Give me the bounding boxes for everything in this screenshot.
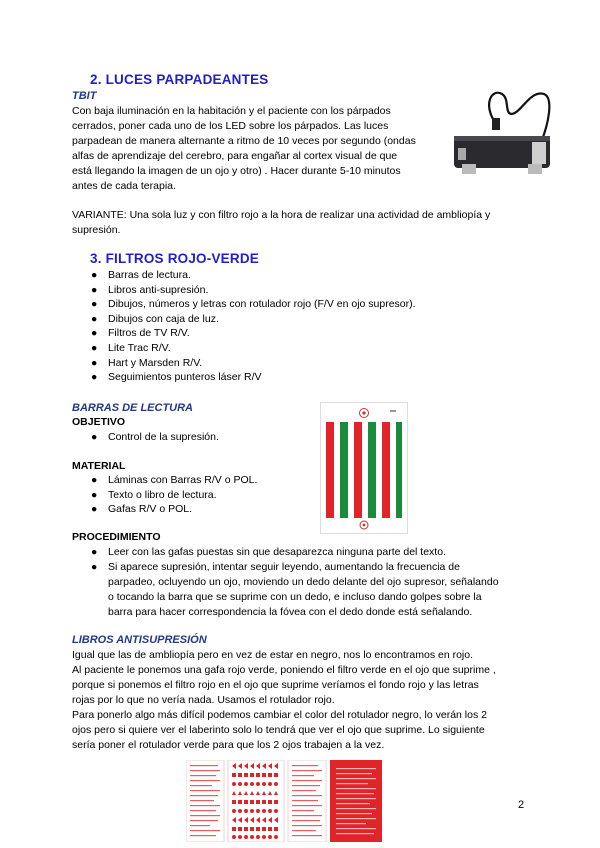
objetivo-label: OBJETIVO — [72, 416, 126, 428]
text-line: Con baja iluminación en la habitación y el paciente con los párpados — [72, 105, 391, 117]
list-item — [91, 370, 416, 385]
bullet: ● — [91, 503, 98, 516]
procedimiento-label: PROCEDIMIENTO — [72, 531, 161, 543]
led-plug — [492, 118, 500, 130]
text-line: Igual que las de ambliopía pero en vez de estar en negro, nos lo encontramos en rojo. — [72, 649, 474, 661]
list-item-text: Dibujos con caja de luz. — [108, 312, 219, 325]
list-item-text: Leer con las gafas puestas sin que desaparezca ninguna parte del texto. — [108, 546, 446, 558]
procedimiento-list — [91, 545, 538, 620]
text-line: está llegando la imagen de un ojo y otro) . Hacer durante 5-10 minutos — [72, 165, 401, 177]
text-line: cerrados, poner cada uno de los LED sobre los párpados. Las luces — [72, 120, 389, 132]
text-line: Al paciente le ponemos una gafa rojo verde, poniendo el filtro verde en el ojo que suprime , — [72, 664, 496, 676]
green-bar — [368, 422, 376, 518]
list-item — [91, 341, 416, 356]
red-green-bars-image — [320, 402, 408, 534]
list-item-text: Dibujos, números y letras con rotulador rojo (F/V en ojo supresor). — [108, 298, 416, 311]
list-item — [91, 430, 219, 445]
material-list — [91, 473, 258, 517]
list-item — [91, 473, 258, 488]
book-page-1 — [186, 760, 224, 842]
page-number: 2 — [518, 799, 525, 811]
tbit-subheading: TBIT — [72, 90, 97, 102]
text-line: supresión. — [72, 224, 121, 236]
text-line: VARIANTE: Una sola luz y con filtro rojo a la hora de realizar una actividad de ambliopía y — [72, 209, 491, 221]
list-item-text: barra para hacer correspondencia la fóvea con el dedo donde está señalando. — [108, 606, 473, 618]
section-2-heading: 2. LUCES PARPADEANTES — [90, 72, 269, 87]
list-item — [91, 488, 257, 503]
text-line: parpadean de manera alternante a ritmo de 10 veces por segundo (ondas — [72, 135, 416, 147]
list-item — [91, 268, 416, 283]
bullet: ● — [91, 269, 98, 281]
green-bar — [396, 422, 402, 518]
switch — [458, 148, 466, 160]
bullet: ● — [91, 561, 98, 573]
tbit-device-image — [452, 84, 552, 190]
list-item-text: o tocando la barra que se suprime con un dedo, e incluso dando golpes sobre la — [108, 591, 482, 603]
material-label: MATERIAL — [72, 460, 126, 472]
list-item-text: Seguimientos punteros láser R/V — [108, 371, 262, 384]
libros-subheading: LIBROS ANTISUPRESIÓN — [72, 634, 207, 646]
bullet: ● — [91, 356, 98, 369]
antisuppression-books-image — [186, 760, 382, 842]
device-foot-right — [528, 164, 542, 174]
bullet: ● — [91, 371, 98, 384]
objetivo-list — [91, 430, 219, 445]
list-item — [91, 283, 416, 298]
device-end-panel — [532, 142, 546, 164]
libros-paragraph — [72, 648, 542, 753]
text-line: antes de cada terapia. — [72, 180, 176, 192]
list-item — [91, 312, 416, 327]
text-line: rojas por lo que no vería nada. Usamos el rotulador rojo. — [72, 694, 335, 706]
green-bar — [340, 422, 348, 518]
barras-subheading: BARRAS DE LECTURA — [72, 402, 193, 414]
red-bar — [382, 422, 390, 518]
text-line: Para ponerlo algo más difícil podemos cambiar el color del rotulador negro, lo verán los 2 — [72, 709, 487, 721]
bullet: ● — [91, 312, 98, 325]
list-item-text: Libros anti-supresión. — [108, 283, 209, 296]
bullet: ● — [91, 283, 98, 296]
list-item — [91, 326, 416, 341]
bullet: ● — [91, 431, 98, 443]
list-item-text: Hart y Marsden R/V. — [108, 356, 203, 369]
list-item — [91, 545, 538, 560]
text-line: ojos pero si quiere ver el laberinto solo lo tendrá que ver el ojo que suprime. Lo siguiente — [72, 724, 485, 736]
bullet: ● — [91, 327, 98, 340]
red-bar — [354, 422, 362, 518]
list-item-text: Láminas con Barras R/V o POL. — [108, 474, 258, 486]
variant-paragraph — [72, 208, 542, 238]
book-page-3 — [288, 760, 326, 842]
device-foot-left — [462, 164, 476, 174]
bullet: ● — [91, 488, 98, 501]
list-item-text: Barras de lectura. — [108, 269, 191, 281]
list-item-text: Lite Trac R/V. — [108, 341, 171, 354]
bullet: ● — [91, 546, 98, 558]
text-line: porque si ponemos el filtro rojo en el ojo que suprime veríamos el fondo rojo y las letras — [72, 679, 479, 691]
text-line: alfas de aprendizaje del cerebro, para engañar al cortex visual de que — [72, 150, 398, 162]
list-item — [91, 356, 416, 371]
list-item-text: Si aparece supresión, intentar seguir leyendo, aumentando la frecuencia de — [108, 561, 460, 573]
bullet: ● — [91, 341, 98, 354]
list-item-text: Texto o libro de lectura. — [108, 488, 217, 501]
tbit-paragraph — [72, 104, 452, 194]
section-3-heading: 3. FILTROS ROJO-VERDE — [90, 251, 259, 266]
list-item — [91, 502, 257, 517]
text-line: sería poner el rotulador verde para que los 2 ojos trabajen a la vez. — [72, 739, 385, 751]
list-item — [91, 297, 416, 312]
list-item-text: Control de la supresión. — [108, 431, 219, 443]
red-bar — [326, 422, 334, 518]
list-item — [91, 560, 538, 620]
bullet: ● — [91, 298, 98, 311]
filters-list — [91, 268, 416, 385]
list-item-text: Filtros de TV R/V. — [108, 327, 190, 340]
cable-right — [512, 94, 549, 140]
list-item-text: Gafas R/V o POL. — [108, 503, 193, 516]
list-item-text: parpadeo, ocluyendo un ojo, moviendo un dedo delante del ojo supresor, señalando — [108, 576, 499, 588]
book-page-2 — [228, 760, 284, 842]
bullet: ● — [91, 474, 98, 486]
book-page-4 — [330, 760, 382, 842]
